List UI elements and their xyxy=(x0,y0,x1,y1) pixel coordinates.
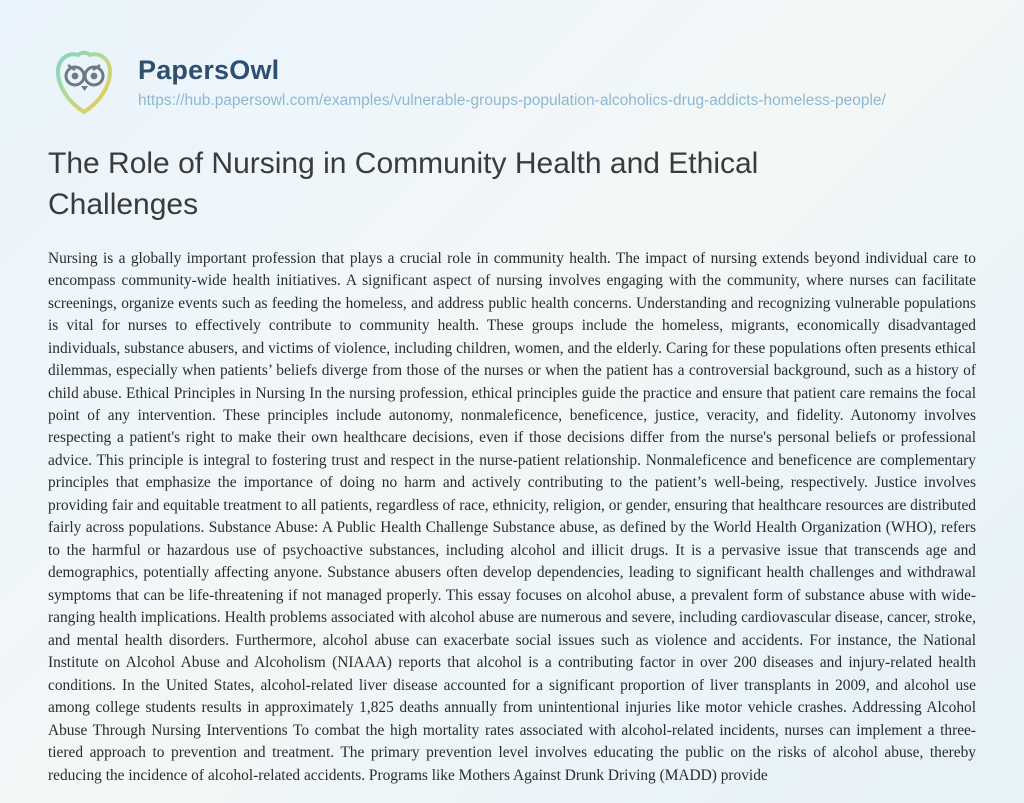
brand-block xyxy=(138,42,976,112)
owl-logo-icon xyxy=(48,46,120,118)
source-url[interactable]: https://hub.papersowl.com/examples/vulnerable-groups-population-alcoholics-drug-addicts-homeless-people/ xyxy=(138,91,886,109)
brand-name: PapersOwl xyxy=(138,55,280,85)
page-title: The Role of Nursing in Community Health and Ethical Challenges xyxy=(48,147,759,221)
page-header xyxy=(48,42,976,118)
document-body: Nursing is a globally important profession that plays a crucial role in community health. The impact of nursing extends beyond individual care to encompass community-wide health initiatives. A significant aspect of nursing involves engaging with the community, where nurses can facilitate screenings, organize events such as feeding the homeless, and address public health concerns. Understanding and recognizing vulnerable populations is vital for nurses to effectively contribute to community health. These groups include the homeless, migrants, economically disadvantaged individuals, substance abusers, and victims of violence, including children, women, and the elderly. Caring for these populations often presents ethical dilemmas, especially when patients’ beliefs diverge from those of the nurses or when the patient has a controversial background, such as a history of child abuse. Ethical Principles in Nursing In the nursing profession, ethical principles guide the practice and ensure that patient care remains the focal point of any intervention. These principles include autonomy, nonmaleficence, beneficence, justice, veracity, and fidelity. Autonomy involves respecting a patient's right to make their own healthcare decisions, even if those decisions differ from the nurse's personal beliefs or professional advice. This principle is integral to fostering trust and respect in the nurse-patient relationship. Nonmaleficence and beneficence are complementary principles that emphasize the importance of doing no harm and actively contributing to the patient’s well-being, respectively. Justice involves providing fair and equitable treatment to all patients, regardless of race, ethnicity, religion, or gender, ensuring that healthcare resources are distributed fairly across populations. Substance Abuse: A Public Health Challenge Substance abuse, as defined by the World Health Organization (WHO), refers to the harmful or hazardous use of psychoactive substances, including alcohol and illicit drugs. It is a pervasive issue that transcends age and demographics, potentially affecting anyone. Substance abusers often develop dependencies, leading to significant health challenges and withdrawal symptoms that can be life-threatening if not managed properly. This essay focuses on alcohol abuse, a prevalent form of substance abuse with wide-ranging health implications. Health problems associated with alcohol abuse are numerous and severe, including cardiovascular disease, cancer, stroke, and mental health disorders. Furthermore, alcohol abuse can exacerbate social issues such as violence and accidents. For instance, the National Institute on Alcohol Abuse and Alcoholism (NIAAA) reports that alcohol is a contributing factor in over 200 diseases and injury-related health conditions. In the United States, alcohol-related liver disease accounted for a significant proportion of liver transplants in 2009, and alcohol use among college students results in approximately 1,825 deaths annually from unintentional injuries like motor vehicle crashes. Addressing Alcohol Abuse Through Nursing Interventions To combat the high mortality rates associated with alcohol-related incidents, nurses can implement a three-tiered approach to prevention and treatment. The primary prevention level involves educating the public on the risks of alcohol abuse, thereby reducing the incidence of alcohol-related accidents. Programs like Mothers Against Drunk Driving (MADD) provide xyxy=(48,249,976,784)
